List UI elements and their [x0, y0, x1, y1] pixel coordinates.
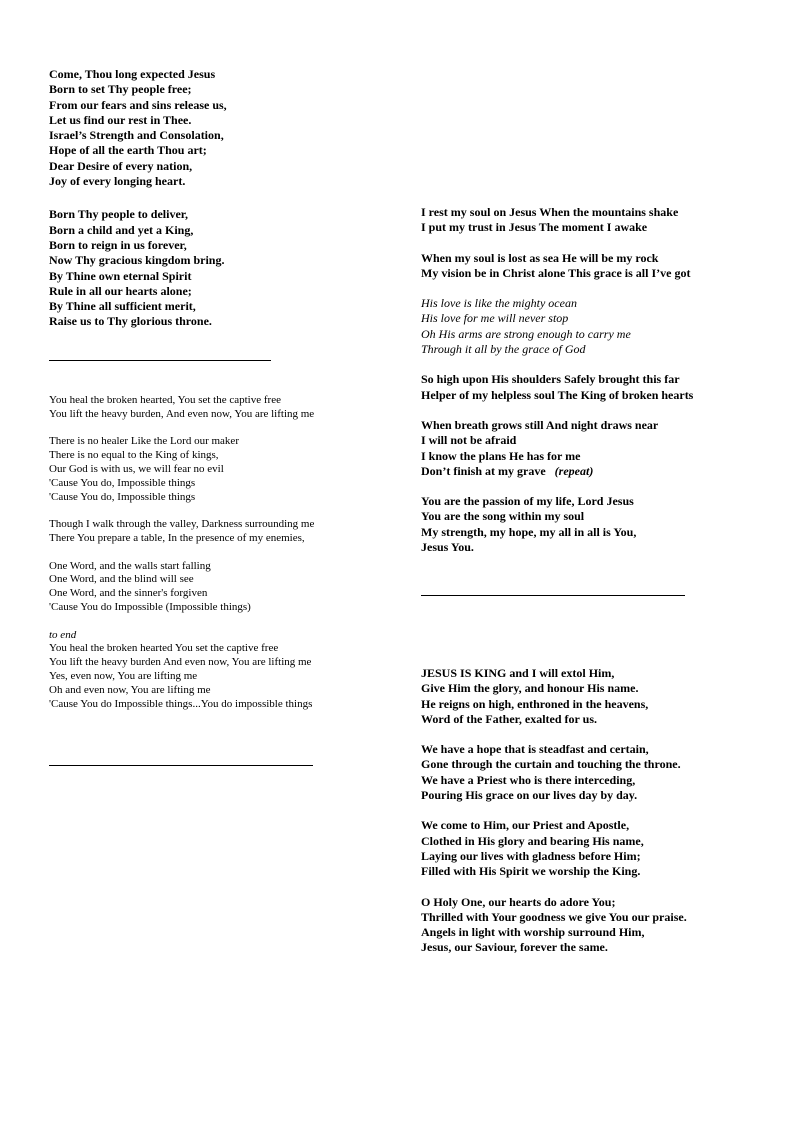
ending-label: to end	[49, 628, 77, 641]
lyric-line: Our God is with us, we will fear no evil	[49, 462, 224, 475]
separator-rule	[49, 360, 271, 361]
lyric-line: His love for me will never stop	[421, 311, 569, 326]
lyric-line: Thrilled with Your goodness we give You our praise.	[421, 909, 687, 924]
lyric-line: Yes, even now, You are lifting me	[49, 669, 198, 682]
song3-outro	[421, 494, 693, 555]
lyric-line: There You prepare a table, In the presence of my enemies,	[49, 531, 305, 544]
song4-verse-1	[421, 666, 687, 727]
lyric-line: There is no equal to the King of kings,	[49, 449, 219, 462]
song4-verse-3	[421, 818, 687, 879]
song3-verse-3	[421, 372, 693, 403]
lyric-line: Rule in all our hearts alone;	[49, 283, 192, 298]
song2-bridge	[49, 560, 314, 615]
lyric-line: One Word, and the sinner's forgiven	[49, 587, 208, 600]
hymn1-verse-1	[49, 67, 227, 189]
lyric-line: So high upon His shoulders Safely brought this far	[421, 372, 680, 387]
lyric-line: O Holy One, our hearts do adore You;	[421, 894, 616, 909]
lyric-line: Clothed in His glory and bearing His name,	[421, 833, 644, 848]
lyric-line: From our fears and sins release us,	[49, 97, 227, 112]
song3-verse-2	[421, 251, 693, 282]
song2-verse-1	[49, 394, 314, 422]
lyric-line: Born to set Thy people free;	[49, 82, 192, 97]
lyric-line: Born a child and yet a King,	[49, 222, 194, 237]
lyric-line: One Word, and the blind will see	[49, 573, 194, 586]
lyric-line: Through it all by the grace of God	[421, 342, 586, 357]
lyric-line: Come, Thou long expected Jesus	[49, 67, 216, 81]
lyric-line: 'Cause You do Impossible (Impossible things)	[49, 600, 251, 613]
lyric-line: 'Cause You do Impossible things...You do impossible things	[49, 697, 313, 710]
lyric-line: By Thine own eternal Spirit	[49, 268, 192, 283]
song4-verse-4	[421, 895, 687, 956]
lyric-line: Let us find our rest in Thee.	[49, 112, 192, 127]
song2-verse-2	[49, 518, 314, 546]
lyric-line: One Word, and the walls start falling	[49, 559, 211, 572]
lyric-line: Jesus, our Saviour, forever the same.	[421, 940, 608, 955]
lyric-line: Hope of all the earth Thou art;	[49, 143, 207, 158]
lyric-line: Angels in light with worship surround Him,	[421, 925, 645, 940]
lyric-line: Helper of my helpless soul The King of broken hearts	[421, 387, 694, 402]
lyric-line: Gone through the curtain and touching the throne.	[421, 757, 681, 772]
song3-chorus	[421, 296, 693, 357]
lyric-line: You heal the broken hearted You set the captive free	[49, 642, 279, 655]
song2-chorus	[49, 435, 314, 504]
lyric-line: Filled with His Spirit we worship the King.	[421, 864, 641, 879]
lyric-line: My strength, my hope, my all in all is You,	[421, 524, 637, 539]
song3-verse-4	[421, 418, 693, 479]
lyric-line: Oh and even now, You are lifting me	[49, 683, 211, 696]
lyric-line: Word of the Father, exalted for us.	[421, 711, 597, 726]
lyric-line: 'Cause You do, Impossible things	[49, 476, 196, 489]
lyric-line: By Thine all sufficient merit,	[49, 299, 196, 314]
lyric-line-with-repeat	[421, 464, 693, 479]
lyric-line: Oh His arms are strong enough to carry me	[421, 326, 631, 341]
song2-ending	[49, 629, 314, 712]
lyric-line: JESUS IS KING and I will extol Him,	[421, 666, 615, 680]
lyric-line: Israel’s Strength and Consolation,	[49, 128, 224, 143]
hymn1-verse-2	[49, 207, 227, 329]
lyric-line: Give Him the glory, and honour His name.	[421, 681, 639, 696]
repeat-marker: (repeat)	[554, 463, 594, 478]
lyric-line: We have a Priest who is there interceding,	[421, 772, 636, 787]
lyric-line: We come to Him, our Priest and Apostle,	[421, 818, 630, 833]
lyric-line: Dear Desire of every nation,	[49, 158, 193, 173]
song-jesus-is-king	[421, 666, 687, 956]
lyric-line: Joy of every longing heart.	[49, 174, 186, 189]
lyric-line: You heal the broken hearted, You set the captive free	[49, 394, 281, 406]
lyric-line: I rest my soul on Jesus When the mountains shake	[421, 205, 679, 219]
lyric-line: Jesus You.	[421, 540, 474, 555]
song-impossible-things	[49, 394, 314, 711]
lyric-line: I know the plans He has for me	[421, 448, 581, 463]
lyric-line: Born to reign in us forever,	[49, 237, 187, 252]
lyric-line: Raise us to Thy glorious throne.	[49, 314, 212, 329]
lyric-line: You are the song within my soul	[421, 509, 585, 524]
lyric-line: Though I walk through the valley, Darkness surrounding me	[49, 518, 315, 531]
song4-verse-2	[421, 742, 687, 803]
lyric-line: 'Cause You do, Impossible things	[49, 490, 196, 503]
lyric-line: Laying our lives with gladness before Him;	[421, 848, 641, 863]
lyric-line: There is no healer Like the Lord our maker	[49, 435, 239, 448]
lyric-line: You are the passion of my life, Lord Jesus	[421, 494, 634, 509]
lyric-line: I put my trust in Jesus The moment I awake	[421, 220, 648, 235]
lyric-line: I will not be afraid	[421, 433, 517, 448]
song-i-rest-my-soul-on-jesus	[421, 205, 693, 555]
lyric-line: We have a hope that is steadfast and certain,	[421, 742, 649, 757]
separator-rule	[421, 595, 685, 596]
lyric-line: My vision be in Christ alone This grace is all I’ve got	[421, 265, 691, 280]
lyric-line: He reigns on high, enthroned in the heavens,	[421, 696, 649, 711]
lyric-line: You lift the heavy burden, And even now, You are lifting me	[49, 407, 315, 420]
lyric-line: Born Thy people to deliver,	[49, 207, 189, 222]
song3-verse-1	[421, 205, 693, 236]
lyric-line: When breath grows still And night draws near	[421, 417, 659, 432]
lyric-line: His love is like the mighty ocean	[421, 296, 577, 311]
lyric-line: Pouring His grace on our lives day by day.	[421, 788, 638, 803]
lyric-line: Now Thy gracious kingdom bring.	[49, 253, 225, 268]
separator-rule	[49, 765, 313, 766]
lyric-line: You lift the heavy burden And even now, You are lifting me	[49, 656, 312, 669]
lyric-text: Don’t finish at my grave	[421, 463, 546, 478]
hymn-come-thou-long-expected-jesus	[49, 67, 227, 330]
lyric-line: When my soul is lost as sea He will be my rock	[421, 250, 659, 265]
